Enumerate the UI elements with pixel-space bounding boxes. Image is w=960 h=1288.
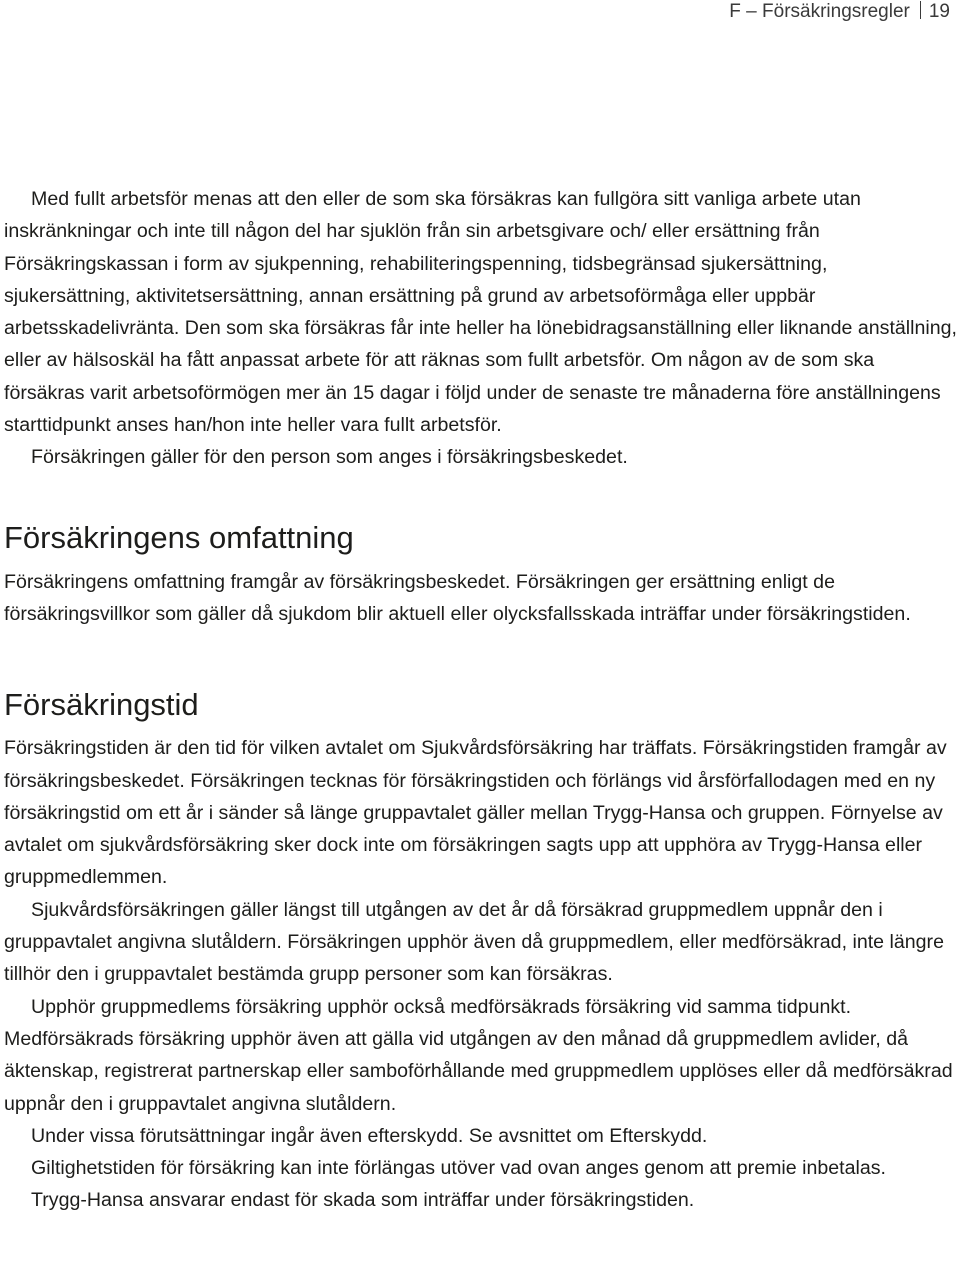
- page-body: [4, 183, 958, 1217]
- forsakringstid-paragraph: Trygg-Hansa ansvarar endast för skada som inträffar under försäkringstiden.: [31, 1189, 695, 1212]
- heading-omfattning: Försäkringens omfattning: [4, 519, 354, 555]
- intro-paragraph-2: Försäkringen gäller för den person som anges i försäkringsbeskedet.: [31, 446, 628, 469]
- forsakringstid-paragraph: Försäkringstiden är den tid för vilken avtalet om Sjukvårdsförsäkring har träffats. Försäkringstiden framgår av försäkringsbeskedet. Försäkringen tecknas för försäkringstiden och förlängs vid årsförfallodagen med en ny försäkringstid om ett år i sänder så länge gruppavtalet gäller mellan Trygg-Hansa och gruppen. Förnyelse av avtalet om sjukvårdsförsäkring sker dock inte om försäkringen sagts upp att upphöra av Trygg-Hansa eller gruppmedlemmen.: [4, 737, 947, 889]
- forsakringstid-paragraph: Sjukvårdsförsäkringen gäller längst till utgången av det år då försäkrad gruppmedlem uppnår den i gruppavtalet angivna slutåldern. Försäkringen upphör även då gruppmedlem, eller medförsäkrad, inte längre tillhör den i gruppavtalet bestämda grupp personer som kan försäkras.: [4, 898, 944, 986]
- running-header: [729, 0, 950, 24]
- section-title: F – Försäkringsregler: [729, 1, 910, 22]
- omfattning-paragraph: Försäkringens omfattning framgår av försäkringsbeskedet. Försäkringen ger ersättning enligt de försäkringsvillkor som gäller då sjukdom blir aktuell eller olycksfallsskada inträffar under försäkringstiden.: [4, 570, 911, 625]
- forsakringstid-paragraph: Under vissa förutsättningar ingår även efterskydd. Se avsnittet om Efterskydd.: [31, 1124, 708, 1147]
- forsakringstid-paragraph: Upphör gruppmedlems försäkring upphör också medförsäkrads försäkring vid samma tidpunkt. Medförsäkrads försäkring upphör även att gälla vid utgången av den månad då gruppmedlem avlider, då äktenskap, registrerat partnerskap eller samboförhållande med gruppmedlem upplöses eller då medförsäkrad uppnår den i gruppavtalet angivna slutåldern.: [4, 995, 953, 1115]
- header-divider: [920, 1, 921, 19]
- heading-forsakringstid: Försäkringstid: [4, 687, 199, 723]
- page-number: 19: [928, 1, 950, 22]
- intro-paragraph: Med fullt arbetsför menas att den eller de som ska försäkras kan fullgöra sitt vanliga arbete utan inskränkningar och inte till någon del har sjuklön från sin arbetsgivare och/ eller ersättning från Försäkringskassan i form av sjukpenning, rehabiliteringspenning, tidsbegränsad sjukersättning, sjukersättning, aktivitetsersättning, annan ersättning på grund av arbetsoförmåga eller uppbär arbetsskadelivränta. Den som ska försäkras får inte heller ha lönebidragsanställning eller liknande anställning, eller av hälsoskäl ha fått anpassat arbete för att räknas som fullt arbetsför. Om någon av de som ska försäkras varit arbetsoförmögen mer än 15 dagar i följd under de senaste tre månaderna före anställningens starttidpunkt anses han/hon inte heller vara fullt arbetsför.: [4, 188, 958, 437]
- forsakringstid-paragraph: Giltighetstiden för försäkring kan inte förlängas utöver vad ovan anges genom att premie inbetalas.: [31, 1157, 886, 1180]
